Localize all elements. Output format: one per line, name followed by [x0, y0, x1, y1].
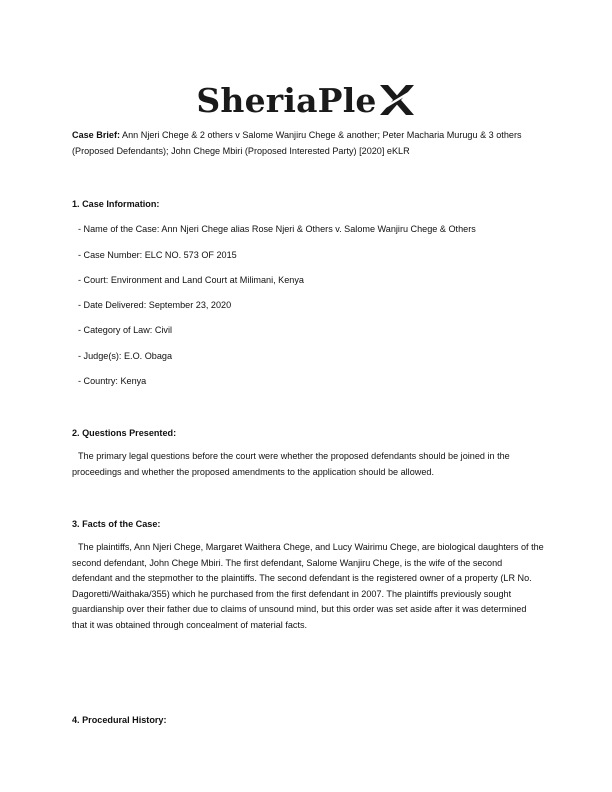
case-info-item: - Case Number: ELC NO. 573 OF 2015 — [78, 250, 237, 260]
section-heading-procedural-history: 4. Procedural History: — [72, 715, 167, 725]
case-info-item: - Court: Environment and Land Court at Milimani, Kenya — [78, 275, 304, 285]
case-brief — [72, 128, 542, 159]
sheriaplex-logo — [0, 78, 612, 122]
case-info-item: - Country: Kenya — [78, 376, 147, 386]
case-brief-label: Case Brief: — [72, 130, 121, 140]
questions-presented-text: The primary legal questions before the court were whether the proposed defendants should be joined in the proceedings and whether the proposed amendments to the application should be allowed. — [72, 451, 510, 477]
case-info-item: - Category of Law: Civil — [78, 325, 173, 335]
logo-text: SheriaPle — [196, 80, 377, 120]
section-heading-questions-presented: 2. Questions Presented: — [72, 428, 177, 438]
section-heading-facts: 3. Facts of the Case: — [72, 519, 161, 529]
case-info-item: - Judge(s): E.O. Obaga — [78, 351, 173, 361]
section-heading-case-information: 1. Case Information: — [72, 199, 160, 209]
case-info-item: - Name of the Case: Ann Njeri Chege alias Rose Njeri & Others v. Salome Wanjiru Chege & Others — [78, 224, 476, 234]
x-mark-icon — [378, 83, 416, 117]
facts-text: The plaintiffs, Ann Njeri Chege, Margaret Waithera Chege, and Lucy Wairimu Chege, are biological daughters of the second defendant, John Chege Mbiri. The first defendant, Salome Wanjiru Chege, is the wife of the second defendant and the stepmother to the plaintiffs. The second defendant is the registered owner of a property (LR No. Dagoretti/Waithaka/355) which he purchased from the first defendant in 2007. The plaintiffs previously sought guardianship over their father due to claims of unsound mind, but this order was set aside after it was determined that it was obtained through concealment of material facts. — [72, 542, 544, 630]
case-brief-text: Ann Njeri Chege & 2 others v Salome Wanjiru Chege & another; Peter Macharia Murugu & 3 others (Proposed Defendants); John Chege Mbiri (Proposed Interested Party) [2020] eKLR — [72, 130, 522, 156]
case-info-item: - Date Delivered: September 23, 2020 — [78, 300, 232, 310]
